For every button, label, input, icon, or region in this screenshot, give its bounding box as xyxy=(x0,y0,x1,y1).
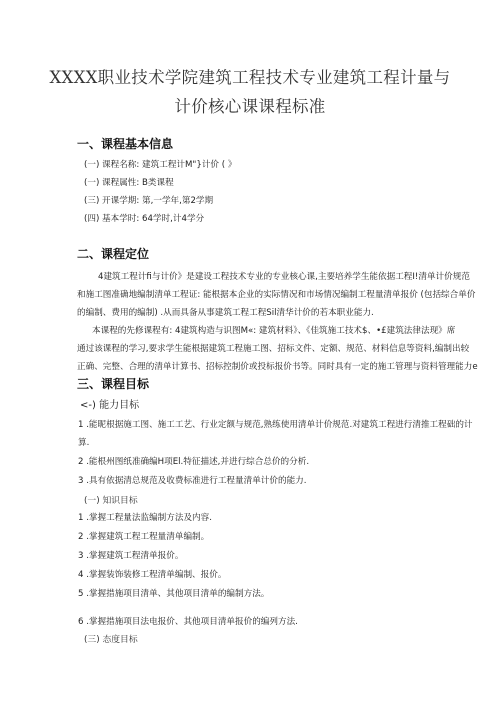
ability-objectives-heading: <-) 能力目标 xyxy=(80,400,140,411)
document-title-line-1: XXXX职业技术学院建筑工程技术专业建筑工程计量与 xyxy=(49,68,451,87)
knowledge-item-5: 5 .掌握措施项目清单、其他项目清单的编制方法。 xyxy=(78,589,270,599)
positioning-para-2-line-1: 本课程的先修课程有: 4建筑构造与识图M«: 建筑材料》、《佳筑施工技术$、•£建筑法律法现》席 xyxy=(92,326,456,336)
knowledge-item-1: 1 .掌握工程量法监编制方法及内容. xyxy=(78,513,212,523)
document-title-line-2: 计价核心课课程标准 xyxy=(174,97,326,116)
course-hours-line: (四) 基本学时: 64学时,计4学分 xyxy=(84,214,205,224)
knowledge-item-2: 2 .掌握建筑工程工程量清单编制。 xyxy=(78,532,210,542)
positioning-para-2-line-2: 通过该课程的学习,要求学生能根据建筑工程施工图、招标文件、定额、规范、材料信息等资料,编制出较 xyxy=(77,344,470,354)
section-3-heading: 三、课程目标 xyxy=(77,377,150,391)
positioning-para-1-line-3: 的编制、费用的编制) .从而具备从事建筑工程工程Sil清华计价的若本职业能力. xyxy=(77,308,374,318)
ability-item-1: 1 .能昵根据施工图、施工工艺、行业定额与规范,熟练使用清单计价规范.对建筑工程进行清推工程础的计 xyxy=(78,420,473,430)
ability-item-3: 3 .具有依据清总规范及收费标准进行工程量清单计价的能力. xyxy=(78,476,307,486)
knowledge-item-4: 4 .掌握装饰装修工程清单编制、报价。 xyxy=(78,570,227,580)
ability-item-1-cont: 算. xyxy=(78,438,90,448)
positioning-para-1-line-2: 和施工图准确地编制清单工程证: 能根据本企业的实际情况和市场情况编制工程量清单报价 (包括综合单价 xyxy=(77,290,476,300)
knowledge-item-6: 6 .掌握措施项目法电报价、其他项目清单报价的编列方法. xyxy=(78,617,298,627)
knowledge-objectives-heading: (一) 知识目标 xyxy=(84,496,138,506)
positioning-para-1-line-1: 4建筑工程计fi与计价》是建设工程技术专业的专业核心课,主要培养学生能依据工程I!清单计价规范 xyxy=(98,272,470,282)
ability-item-2: 2 .能根州图纸准确编H项El.特征描述,并进行综合总价的分析. xyxy=(78,457,310,467)
attitude-objectives-heading: (三) 态度目标 xyxy=(84,635,138,645)
course-attribute-line: (一) 课程属性: B类课程 xyxy=(84,178,174,188)
knowledge-item-3: 3 .掌握建筑工程清单报价。 xyxy=(78,551,184,561)
course-name-line: (一) 课程名称: 建筑工程计M"}计价 ( 》 xyxy=(84,160,237,170)
section-2-heading: 二、课程定位 xyxy=(77,247,150,261)
section-1-heading: 一、课程基本信息 xyxy=(77,137,174,151)
positioning-para-2-line-3: 正确、完整、合理的清单计算书、招标控制价或投标报价书等。同时具有一定的施工管理与资料管理能力e xyxy=(77,362,478,372)
course-semester-line: (三) 开课学期: 第,一学年,第2学期 xyxy=(84,196,214,206)
